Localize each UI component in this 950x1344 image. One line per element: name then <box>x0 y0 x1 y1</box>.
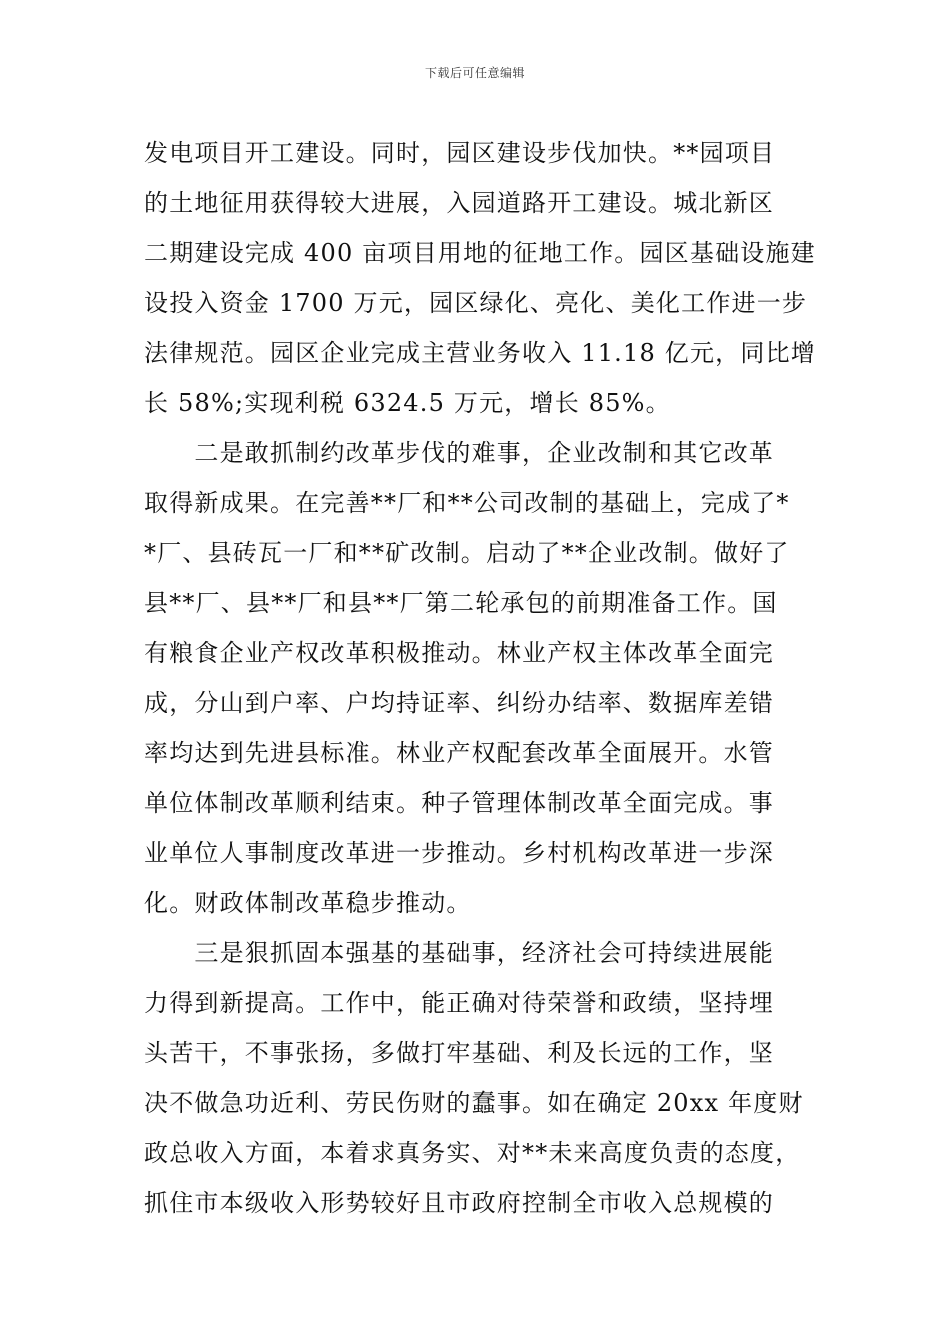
paragraph <box>144 128 824 428</box>
text-line: 力得到新提高。工作中，能正确对待荣誉和政绩，坚持埋 <box>144 989 774 1017</box>
text-line: 二期建设完成 400 亩项目用地的征地工作。园区基础设施建 <box>144 239 816 267</box>
text-line: 长 58%;实现利税 6324.5 万元，增长 85%。 <box>144 389 671 417</box>
text-line: 头苦干，不事张扬，多做打牢基础、利及长远的工作，坚 <box>144 1039 774 1067</box>
text-line: 设投入资金 1700 万元，园区绿化、亮化、美化工作进一步 <box>144 289 808 317</box>
document-body <box>144 128 824 1228</box>
text-line: 取得新成果。在完善**厂和**公司改制的基础上，完成了* <box>144 489 790 517</box>
paragraph <box>144 928 824 1228</box>
text-line: 抓住市本级收入形势较好且市政府控制全市收入总规模的 <box>144 1189 774 1217</box>
paragraph <box>144 428 824 928</box>
text-line: 有粮食企业产权改革积极推动。林业产权主体改革全面完 <box>144 639 774 667</box>
text-line: 法律规范。园区企业完成主营业务收入 11.18 亿元，同比增 <box>144 339 816 367</box>
text-line: 决不做急功近利、劳民伤财的蠢事。如在确定 20xx 年度财 <box>144 1089 804 1117</box>
text-line: 率均达到先进县标准。林业产权配套改革全面展开。水管 <box>144 739 774 767</box>
text-line: 的土地征用获得较大进展，入园道路开工建设。城北新区 <box>144 189 774 217</box>
text-line: 发电项目开工建设。同时，园区建设步伐加快。**园项目 <box>144 139 776 167</box>
text-line: *厂、县砖瓦一厂和**矿改制。启动了**企业改制。做好了 <box>144 539 790 567</box>
text-line: 成，分山到户率、户均持证率、纠纷办结率、数据库差错 <box>144 689 774 717</box>
text-line: 业单位人事制度改革进一步推动。乡村机构改革进一步深 <box>144 839 774 867</box>
text-line: 二是敢抓制约改革步伐的难事，企业改制和其它改革 <box>144 439 774 467</box>
text-line: 县**厂、县**厂和县**厂第二轮承包的前期准备工作。国 <box>144 589 778 617</box>
text-line: 三是狠抓固本强基的基础事，经济社会可持续进展能 <box>144 939 774 967</box>
text-line: 政总收入方面，本着求真务实、对**未来高度负责的态度， <box>144 1139 801 1167</box>
text-line: 化。财政体制改革稳步推动。 <box>144 889 472 917</box>
text-line: 单位体制改革顺利结束。种子管理体制改革全面完成。事 <box>144 789 774 817</box>
page-header: 下载后可任意编辑 <box>424 66 525 80</box>
